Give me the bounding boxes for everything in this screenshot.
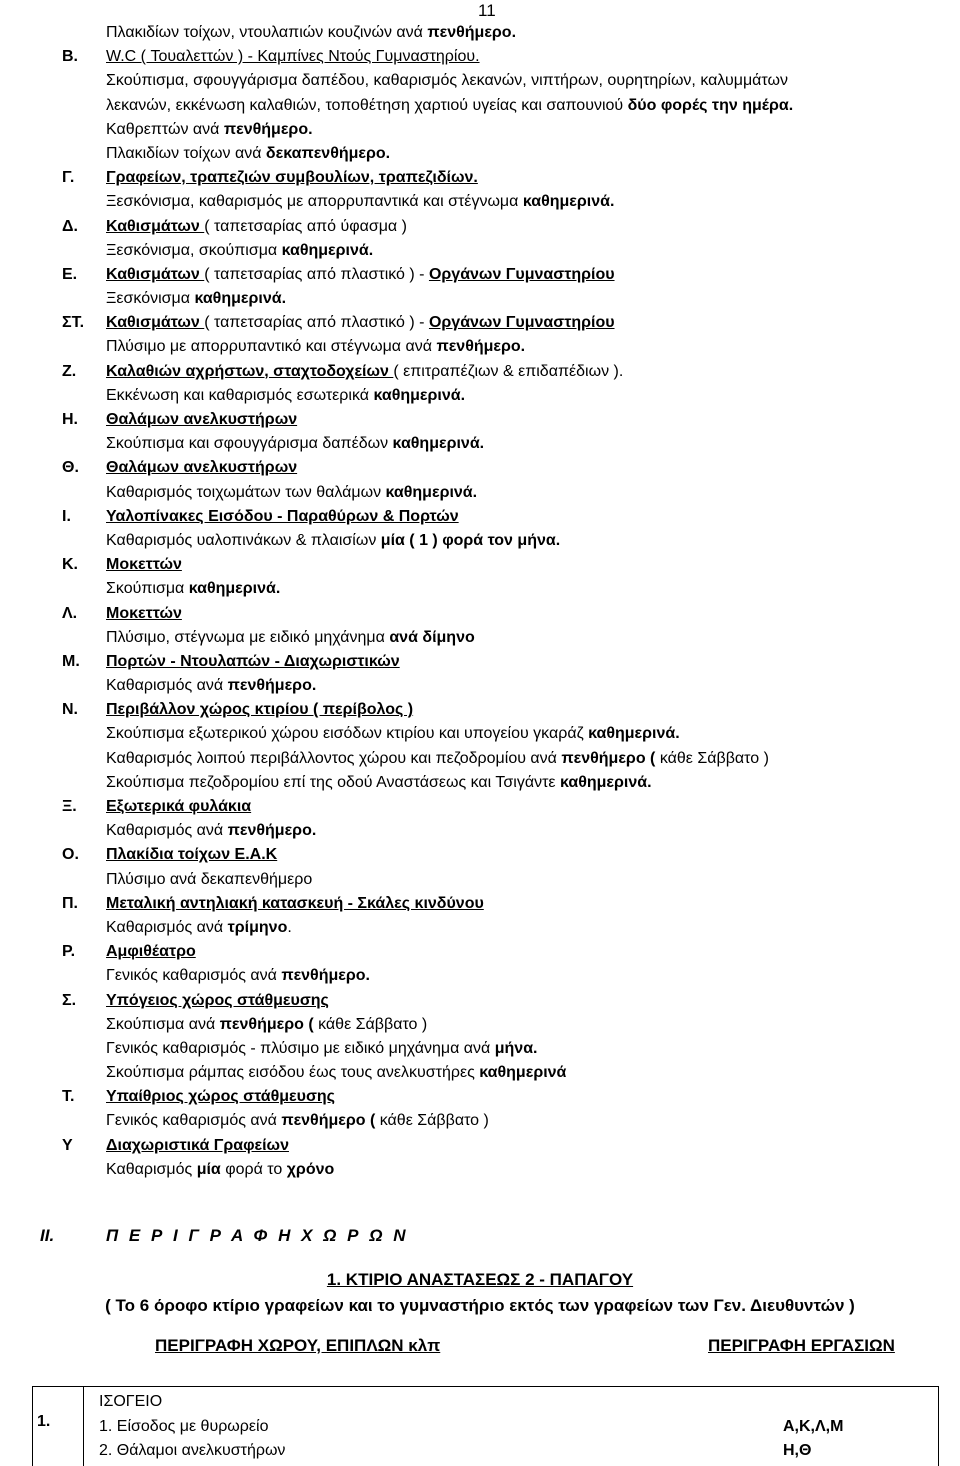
text-run: Υαλοπίνακες Εισόδου - Παραθύρων & Πορτών [106,507,459,525]
text-run: μία ( 1 ) φορά τον μήνα. [380,531,561,549]
item-letter: Θ. [62,459,79,477]
schedule-line [0,674,960,698]
text-run: Γενικός καθαρισμός ανά [106,1112,282,1130]
text-run: καθημερινά. [588,725,680,743]
text-run: φορά το [220,1160,287,1178]
item-description [106,21,516,45]
item-description [106,1013,427,1037]
schedule-line [0,215,960,239]
item-letter: Ρ. [62,943,76,961]
item-letter: Ζ. [62,362,77,380]
text-run: καθημερινά. [522,193,615,211]
text-run: Αμφιθέατρο [106,943,196,961]
table-row-number: 1. [37,1413,51,1430]
text-run: Διαχωριστικά Γραφείων [106,1136,289,1154]
item-letter: Κ. [62,556,78,574]
text-run: δεκαπενθήμερο. [265,144,391,162]
item-letter: Μ. [62,652,80,670]
item-description [106,529,560,553]
text-run: Καθισμάτων [106,314,205,332]
text-run: Υπαίθριος χώρος στάθμευσης [106,1088,335,1106]
item-description [106,819,316,843]
text-run: . [287,918,292,936]
text-run: Γραφείων, τραπεζιών συμβουλίων, τραπεζιδίων. [106,169,478,187]
item-description [106,142,390,166]
schedule-line [0,722,960,746]
item-description [106,1109,489,1133]
text-run: Καθαρισμός ανά [106,822,228,840]
schedule-line [0,868,960,892]
item-heading [106,166,478,190]
schedule-line [0,1037,960,1061]
text-run: καθημερινά. [385,483,478,501]
text-run: Μοκεττών [106,556,182,574]
item-letter: Β. [62,48,78,66]
text-run: καθημερινά. [281,241,374,259]
item-letter: Η. [62,411,78,428]
item-letter: Ι. [62,507,71,525]
item-letter: Δ. [62,217,78,235]
column-header-tasks: ΠΕΡΙΓΡΑΦΗ ΕΡΓΑΣΙΩΝ [708,1336,895,1355]
item-description [106,674,316,698]
schedule-line [0,698,960,722]
item-heading [106,795,251,819]
text-run: Περιβάλλον χώρος κτιρίου ( περίβολος ) [106,701,414,719]
text-run: ( ταπετσαρίας από πλαστικό ) - [204,314,429,332]
table-divider [83,1387,84,1466]
schedule-line [0,69,960,93]
item-description [106,747,769,771]
schedule-line [0,190,960,214]
schedule-line [0,577,960,601]
schedule-line [0,335,960,359]
schedule-line [0,916,960,940]
item-heading [106,1134,289,1158]
text-run: Σκούπισμα [106,580,189,598]
schedule-line [0,1158,960,1182]
text-run: καθημερινά. [188,580,281,598]
text-run: Σκούπισμα και σφουγγάρισμα δαπέδων [106,435,393,453]
item-letter: Γ. [62,169,75,187]
text-run: Μεταλική αντηλιακή κατασκευή - Σκάλες κινδύνου [106,894,484,912]
text-run: Υπόγειος χώρος στάθμευσης [106,991,329,1009]
text-run: ( ταπετσαρίας από πλαστικό ) - [204,265,429,283]
text-run: δύο φορές την ημέρα. [627,96,794,114]
item-description [106,964,370,988]
item-heading [106,1085,335,1109]
schedule-line [0,892,960,916]
item-description [106,384,465,408]
text-run: Σκούπισμα εξωτερικού χώρου εισόδων κτιρίου και υπογείου γκαράζ [106,725,589,743]
item-description [106,722,680,746]
cleaning-schedule-list [0,21,960,1182]
text-run: καθημερινά. [392,435,485,453]
text-run: τρίμηνο [227,918,288,936]
item-description [106,432,484,456]
text-run: ( επιτραπέζιων & επιδαπέδιων ). [393,362,624,380]
text-run: Καθαρισμός ανά [106,677,228,695]
text-run: Οργάνων Γυμναστηρίου [428,265,615,283]
text-run: Ξεσκόνισμα, καθαρισμός με απορρυπαντικά και στέγνωμα [106,193,523,211]
text-run: πενθήμερο. [436,338,526,356]
item-description [106,69,788,93]
item-description [106,94,793,118]
schedule-line [0,505,960,529]
schedule-line [0,747,960,771]
item-letter: Τ. [62,1088,75,1106]
schedule-line [0,602,960,626]
item-letter: ΣΤ. [62,314,85,332]
text-run: Πλακιδίων τοίχων ανά [106,144,266,162]
item-description [106,868,312,892]
item-description [106,1158,334,1182]
schedule-line [0,384,960,408]
item-description [106,916,292,940]
schedule-line [0,142,960,166]
schedule-line [0,481,960,505]
text-run: Καθαρισμός υαλοπινάκων & πλαισίων [106,531,381,549]
text-run: Πλακιδίων τοίχων, ντουλαπιών κουζινών ανά [106,24,428,41]
text-run: καθημερινά [479,1064,567,1082]
task-codes: Η,Θ [783,1442,812,1459]
column-header-spaces: ΠΕΡΙΓΡΑΦΗ ΧΩΡΟΥ, ΕΠΙΠΛΩΝ κλπ [155,1336,441,1355]
item-heading [106,553,182,577]
building-title: 1. ΚΤΙΡΙΟ ΑΝΑΣΤΑΣΕΩΣ 2 - ΠΑΠΑΓΟΥ [326,1270,634,1289]
text-run: καθημερινά. [559,773,652,791]
text-run: Καθισμάτων [106,265,205,283]
item-letter: Ν. [62,701,78,719]
item-description [106,287,286,311]
schedule-line [0,940,960,964]
schedule-line [0,21,960,45]
item-heading [106,215,407,239]
text-run: ανά δίμηνο [389,628,475,646]
schedule-line [0,263,960,287]
item-letter: Υ [62,1136,73,1154]
schedule-line [0,626,960,650]
text-run: Θαλάμων ανελκυστήρων [106,459,298,477]
item-letter: Ο. [62,846,79,864]
schedule-line [0,311,960,335]
text-run: Καθαρισμός [106,1160,197,1178]
schedule-line [0,1085,960,1109]
item-heading [106,989,329,1013]
schedule-line [0,408,960,432]
item-description [106,190,614,214]
item-letter: Π. [62,894,78,912]
text-run: Καθαρισμός λοιπού περιβάλλοντος χώρου και πεζοδρομίου ανά [106,749,562,767]
text-run: πενθήμερο. [227,822,317,840]
schedule-line [0,1013,960,1037]
item-heading [106,602,182,626]
item-description [106,626,475,650]
text-run: Πορτών - Ντουλαπών - Διαχωριστικών [106,652,400,670]
spaces-table [32,1386,939,1466]
schedule-line [0,1134,960,1158]
item-heading [106,311,615,335]
text-run: Ξεσκόνισμα, σκούπισμα [106,241,282,259]
schedule-line [0,1061,960,1085]
text-run: μία [196,1160,221,1178]
item-heading [106,45,480,69]
item-description [106,118,313,142]
text-run: Οργάνων Γυμναστηρίου [428,314,615,332]
item-heading [106,843,277,867]
schedule-line [0,432,960,456]
item-letter: Σ. [62,991,77,1009]
text-run: πενθήμερο. [281,967,370,985]
item-heading [106,698,413,722]
text-run: Θαλάμων ανελκυστήρων [106,411,298,428]
schedule-line [0,456,960,480]
text-run: Σκούπισμα ράμπας εισόδου έως τους ανελκυστήρες [106,1064,480,1082]
text-run: Πλύσιμο, στέγνωμα με ειδικό μηχάνημα [106,628,390,646]
text-run: Μοκεττών [106,604,182,622]
schedule-line [0,45,960,69]
text-run: μήνα. [494,1039,538,1057]
item-letter: Ε. [62,265,78,283]
item-description [106,335,525,359]
item-heading [106,456,297,480]
schedule-line [0,166,960,190]
text-run: Σκούπισμα ανά [106,1015,220,1033]
schedule-line [0,795,960,819]
text-run: καθημερινά. [373,386,466,404]
schedule-line [0,1109,960,1133]
task-codes: Α,Κ,Λ,Μ [783,1418,844,1435]
item-description [106,481,477,505]
space-item: 2. Θάλαμοι ανελκυστήρων [99,1442,286,1459]
item-heading [106,360,623,384]
schedule-line [0,239,960,263]
item-heading [106,940,196,964]
page-number: 11 [478,1,496,20]
text-run: καθημερινά. [194,290,287,308]
item-heading [106,263,615,287]
text-run: Πλύσιμο ανά δεκαπενθήμερο [106,870,313,888]
schedule-line [0,771,960,795]
text-run: πενθήμερο ( [561,749,660,767]
schedule-line [0,118,960,142]
item-description [106,577,280,601]
text-run: πενθήμερο. [223,120,313,138]
schedule-line [0,287,960,311]
schedule-line [0,529,960,553]
floor-label: ΙΣΟΓΕΙΟ [99,1393,163,1410]
text-run: Σκούπισμα πεζοδρομίου επί της οδού Αναστάσεως και Τσιγάντε [106,773,560,791]
text-run: Γενικός καθαρισμός ανά [106,967,282,985]
text-run: κάθε Σάββατο ) [659,749,769,767]
text-run: Γενικός καθαρισμός - πλύσιμο με ειδικό μηχάνημα ανά [106,1039,495,1057]
text-run: κάθε Σάββατο ) [318,1015,428,1033]
item-heading [106,505,459,529]
text-run: Ξεσκόνισμα [106,290,195,308]
schedule-line [0,650,960,674]
text-run: λεκανών, εκκένωση καλαθιών, τοποθέτηση χαρτιού υγείας και σαπουνιού [106,96,628,114]
item-heading [106,650,400,674]
text-run: Πλακίδια τοίχων Ε.Α.Κ [106,846,278,864]
text-run: πενθήμερο. [427,24,517,41]
text-run: W.C ( Τουαλεττών ) - Καμπίνες Ντούς Γυμναστηρίου. [106,48,480,66]
space-item: 1. Είσοδος με θυρωρείο [99,1418,269,1435]
schedule-line [0,819,960,843]
item-description [106,1061,566,1085]
text-run: Καλαθιών αχρήστων, σταχτοδοχείων [106,362,394,380]
item-description [106,239,373,263]
text-run: κάθε Σάββατο ) [379,1112,489,1130]
text-run: Καθρεπτών ανά [106,120,224,138]
section-number: ΙΙ. [40,1226,55,1245]
building-subtitle: ( Το 6 όροφο κτίριο γραφείων και το γυμναστήριο εκτός των γραφείων των Γεν. Διευθυντών ) [105,1296,855,1315]
text-run: πενθήμερο ( [219,1015,319,1033]
text-run: Σκούπισμα, σφουγγάρισμα δαπέδου, καθαρισμός λεκανών, νιπτήρων, ουρητηρίων, καλυμμάτων [106,72,789,90]
schedule-line [0,843,960,867]
text-run: Καθαρισμός ανά [106,918,228,936]
text-run: ( ταπετσαρίας από ύφασμα ) [204,217,407,235]
text-run: Καθαρισμός τοιχωμάτων των θαλάμων [106,483,386,501]
item-letter: Ξ. [62,798,77,815]
text-run: Εξωτερικά φυλάκια [106,798,252,815]
text-run: χρόνο [286,1160,335,1178]
schedule-line [0,360,960,384]
item-heading [106,408,297,432]
text-run: Εκκένωση και καθαρισμός εσωτερικά [106,386,374,404]
text-run: Πλύσιμο με απορρυπαντικό και στέγνωμα ανά [106,338,437,356]
item-letter: Λ. [62,604,78,622]
section-title: Π Ε Ρ Ι Γ Ρ Α Φ Η Χ Ω Ρ Ω Ν [106,1226,409,1245]
item-description [106,771,652,795]
schedule-line [0,964,960,988]
text-run: Καθισμάτων [106,217,205,235]
item-heading [106,892,484,916]
schedule-line [0,989,960,1013]
schedule-line [0,553,960,577]
item-description [106,1037,537,1061]
text-run: πενθήμερο ( [281,1112,380,1130]
text-run: πενθήμερο. [227,677,317,695]
schedule-line [0,94,960,118]
